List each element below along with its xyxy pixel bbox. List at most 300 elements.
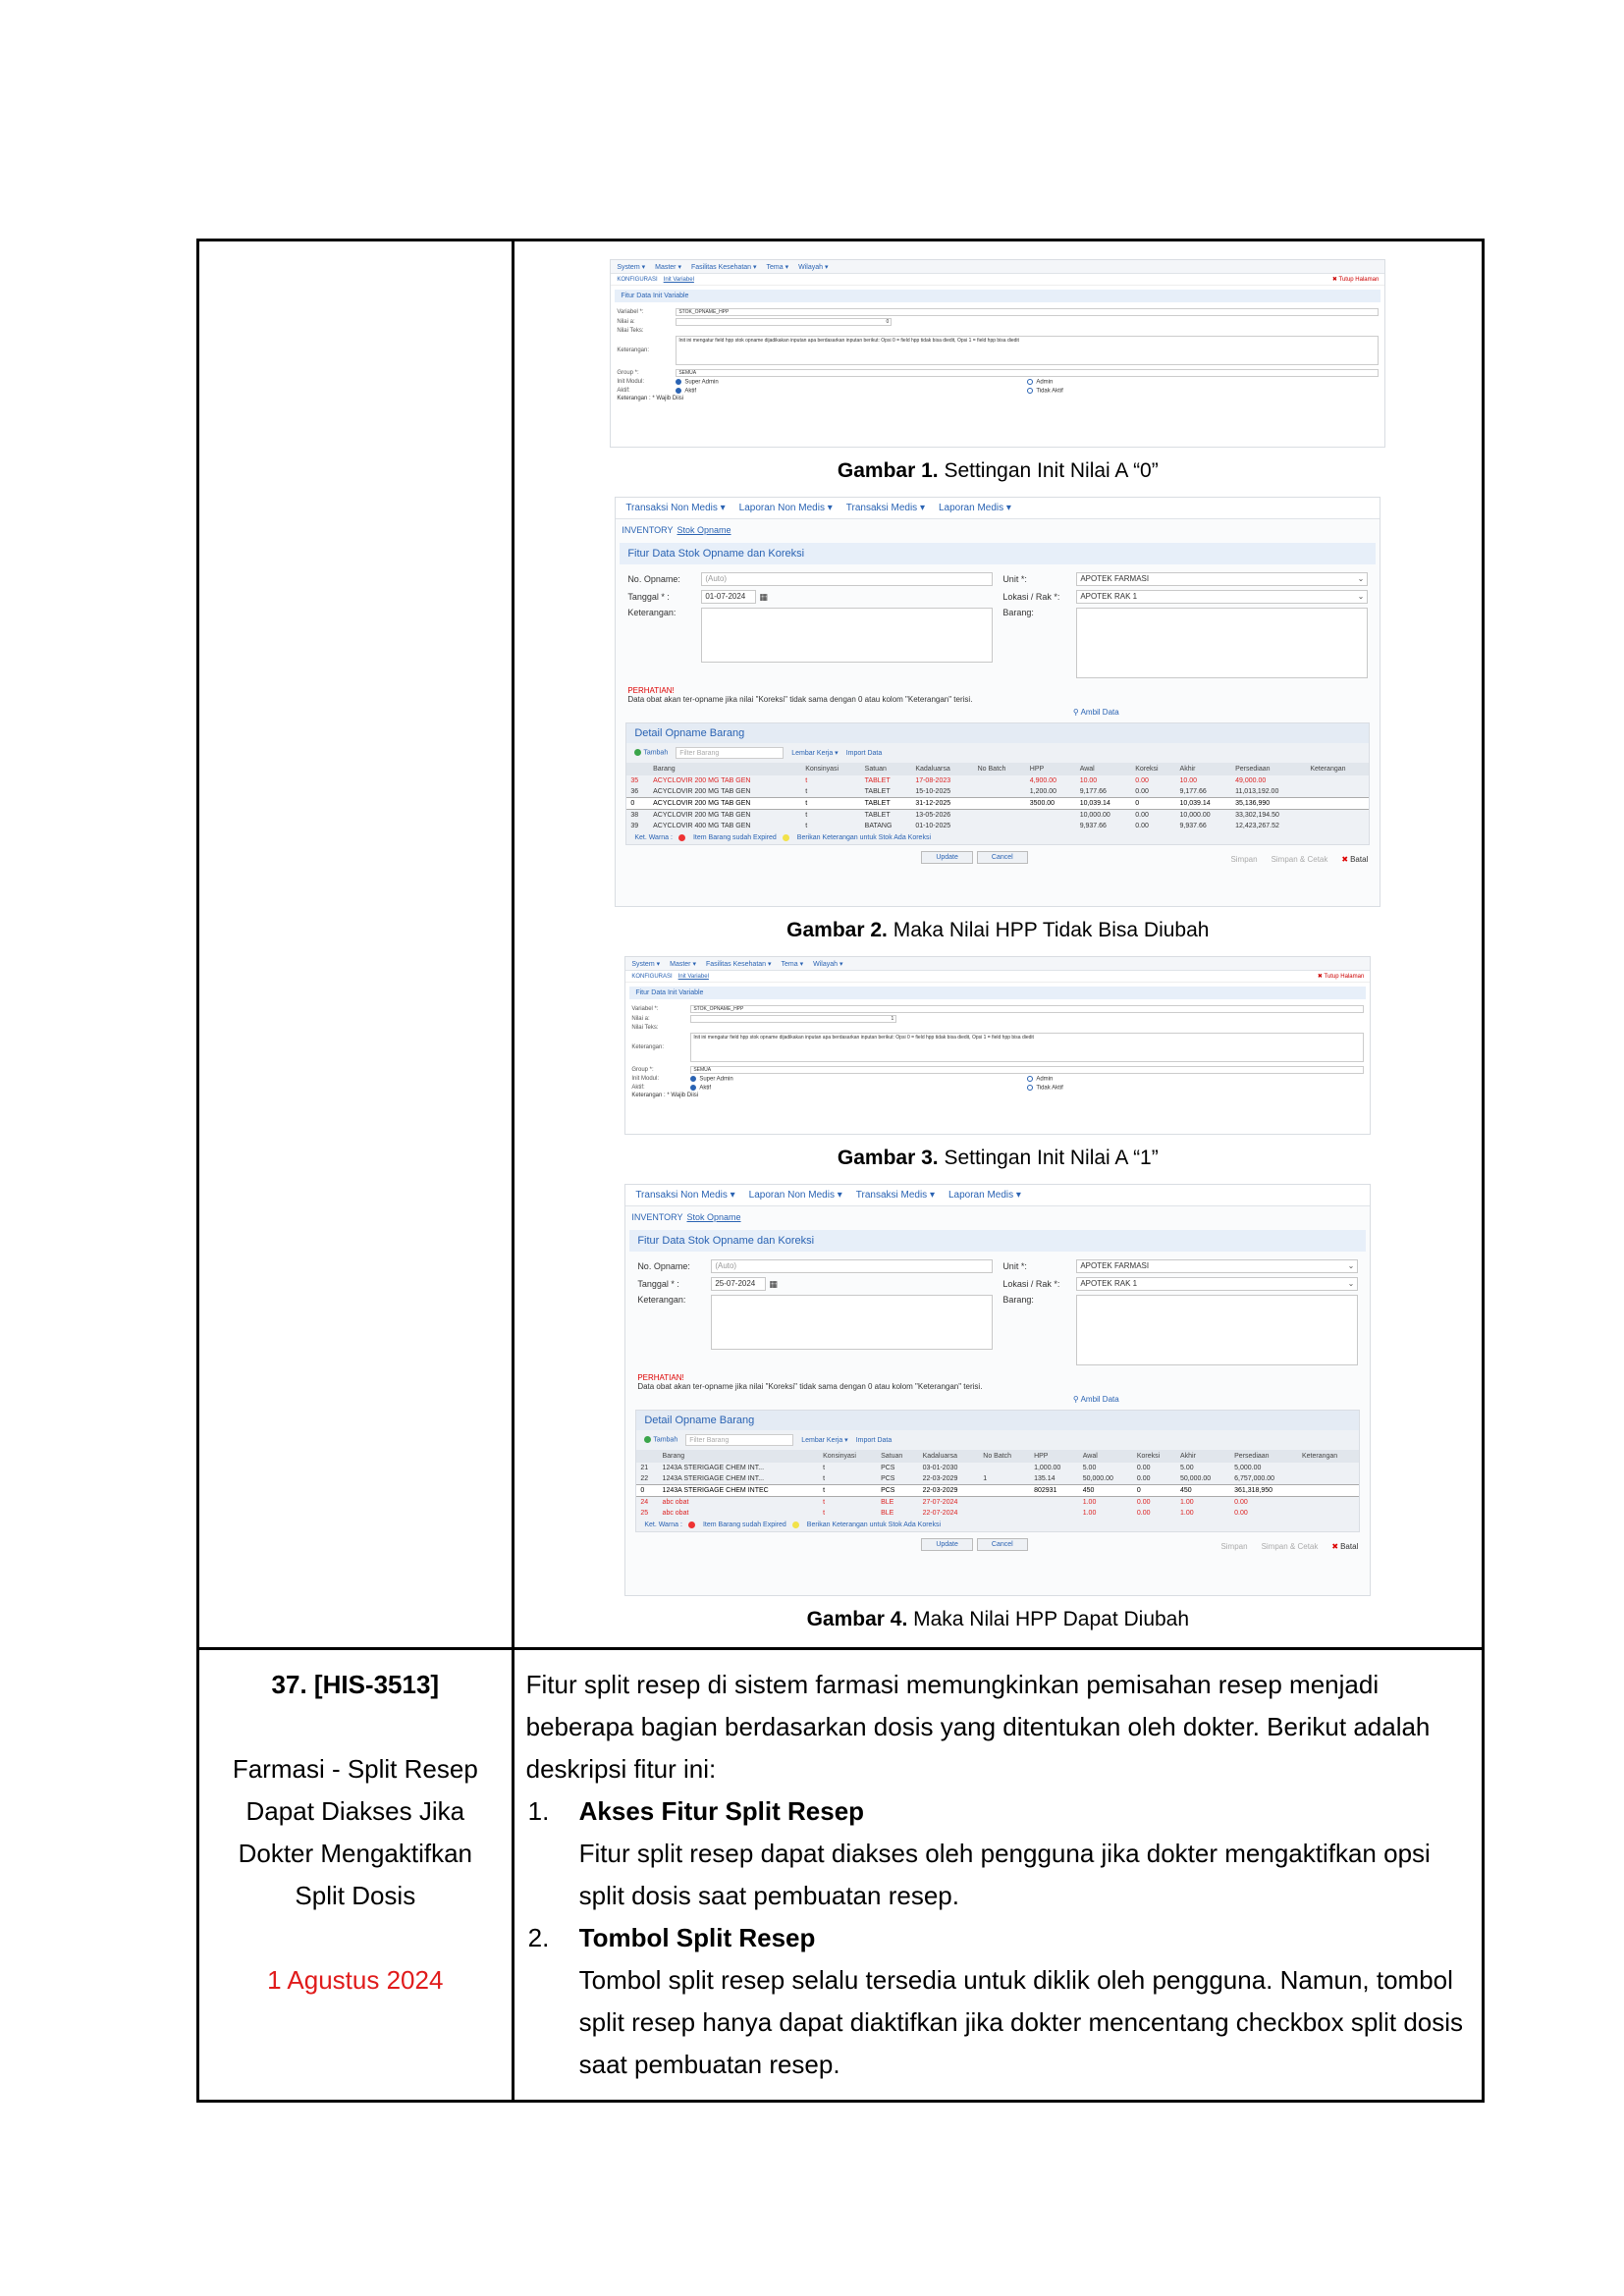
list-number: 1. xyxy=(527,1796,550,1826)
group-select[interactable]: SEMUA xyxy=(676,369,1379,377)
table-cell xyxy=(1298,1508,1359,1519)
field-label: No. Opname: xyxy=(637,1261,690,1271)
radio-group xyxy=(1027,1076,1364,1083)
table-cell[interactable]: 0 xyxy=(636,1485,658,1497)
table-cell: 11,013,192.00 xyxy=(1235,788,1279,795)
calendar-icon[interactable]: ▦ xyxy=(769,1278,778,1289)
list-body: Tombol split resep selalu tersedia untuk diklik oleh pengguna. Namun, tombol split resep hanya dapat diaktifkan jika dokter mencentang checkbox split dosis saat pembuatan resep. xyxy=(578,1965,1464,2079)
caption-text: Maka Nilai HPP Dapat Diubah xyxy=(907,1608,1190,1630)
breadcrumb-root[interactable]: KONFIGURASI xyxy=(617,276,658,283)
menu-bar xyxy=(625,1185,1370,1206)
field-label: Nilai a: xyxy=(631,1016,650,1022)
table-cell: ACYCLOVIR 200 MG TAB GEN xyxy=(653,812,751,819)
simpan-cetak-button[interactable]: Simpan & Cetak xyxy=(1261,1542,1319,1551)
keterangan-textarea[interactable] xyxy=(701,608,993,663)
table-cell: 9,177.66 xyxy=(1079,788,1107,795)
detail-table xyxy=(626,763,1369,831)
table-cell[interactable]: 0 xyxy=(1131,798,1175,810)
radio-icon[interactable] xyxy=(1027,1085,1033,1091)
batal-button[interactable]: ✖ Batal xyxy=(1341,855,1368,864)
radio-label: Tidak Aktif xyxy=(1036,388,1063,395)
no-opname-input[interactable]: (Auto) xyxy=(711,1259,993,1273)
field-label: Nilai Teks: xyxy=(631,1025,659,1031)
breadcrumb-root[interactable]: KONFIGURASI xyxy=(631,973,673,980)
table-cell: 36 xyxy=(630,788,639,795)
required-note: Keterangan : * Wajib Diisi xyxy=(617,396,684,402)
breadcrumb-page[interactable]: Init Variabel xyxy=(677,973,709,980)
table-row[interactable] xyxy=(636,1485,1359,1497)
table-cell: 9,937.66 xyxy=(1079,823,1107,829)
menu-item[interactable]: Laporan Non Medis ▾ xyxy=(738,503,833,513)
field-label: Unit *: xyxy=(1002,1261,1027,1271)
expired-dot-icon xyxy=(678,834,685,841)
update-button[interactable]: Update xyxy=(921,1538,973,1551)
table-cell xyxy=(1026,821,1076,831)
figure-caption xyxy=(838,1147,1159,1170)
nilai-a-input[interactable]: 1 xyxy=(690,1015,896,1023)
lembar-kerja-button[interactable]: Lembar Kerja ▾ xyxy=(801,1437,848,1444)
form-title: Fitur Data Stok Opname dan Koreksi xyxy=(620,543,1376,564)
table-cell: t xyxy=(805,788,808,795)
table-cell[interactable]: 31-12-2025 xyxy=(911,798,973,810)
table-cell: t xyxy=(805,812,808,819)
radio-label: Admin xyxy=(1036,1076,1054,1083)
field-label: Init Modul: xyxy=(617,379,644,386)
legend-keterangan: Berikan Keterangan untuk Stok Ada Koreksi xyxy=(796,834,931,841)
radio-label: Admin xyxy=(1036,379,1054,386)
table-cell: 10.00 xyxy=(1079,777,1098,784)
breadcrumb-page[interactable]: Stok Opname xyxy=(686,1212,741,1222)
table-cell[interactable]: 0 xyxy=(626,798,649,810)
column-header[interactable]: Akhir xyxy=(1176,763,1232,775)
column-header[interactable]: Satuan xyxy=(877,1450,919,1463)
table-row[interactable] xyxy=(626,810,1369,822)
radio-group xyxy=(676,388,1027,395)
table-cell[interactable]: 10,039.14 xyxy=(1176,798,1232,810)
lokasi-select[interactable]: APOTEK RAK 1 ⌄ xyxy=(1076,1277,1358,1291)
variable-input[interactable]: STOK_OPNAME_HPP xyxy=(690,1005,1364,1013)
table-cell[interactable]: t xyxy=(819,1485,877,1497)
barang-list[interactable] xyxy=(1076,608,1368,678)
no-opname-input[interactable]: (Auto) xyxy=(701,572,993,586)
menu-item[interactable]: Transaksi Non Medis ▾ xyxy=(625,503,726,513)
table-cell: 38 xyxy=(630,812,639,819)
menu-item[interactable]: Tema ▾ xyxy=(766,263,789,271)
import-data-button[interactable]: Import Data xyxy=(855,1436,893,1444)
table-cell: 0.00 xyxy=(1136,1510,1151,1517)
breadcrumb-root[interactable]: INVENTORY xyxy=(622,525,674,535)
menu-bar xyxy=(611,260,1384,274)
table-cell xyxy=(974,821,1026,831)
field-label: Keterangan: xyxy=(637,1295,686,1305)
table-row[interactable] xyxy=(626,786,1369,798)
legend-expired: Item Barang sudah Expired xyxy=(692,834,777,841)
cancel-button[interactable]: Cancel xyxy=(977,1538,1028,1551)
table-cell[interactable]: 0 xyxy=(1133,1485,1176,1497)
table-cell: ACYCLOVIR 200 MG TAB GEN xyxy=(653,788,751,795)
detail-table xyxy=(636,1450,1359,1519)
ticket-date: 1 Agustus 2024 xyxy=(267,1965,444,1995)
plus-icon xyxy=(634,749,641,756)
detail-title: Detail Opname Barang xyxy=(626,723,1369,743)
list-heading: Tombol Split Resep xyxy=(578,1923,816,1952)
row-edit-buttons xyxy=(921,851,1027,864)
required-note: Keterangan : * Wajib Diisi xyxy=(631,1093,699,1099)
unit-select[interactable]: APOTEK FARMASI ⌄ xyxy=(1076,1259,1358,1273)
table-cell[interactable]: 450 xyxy=(1176,1485,1230,1497)
table-cell xyxy=(1030,1508,1079,1519)
field-label: Nilai a: xyxy=(617,319,635,325)
breadcrumb-root[interactable]: INVENTORY xyxy=(631,1212,683,1222)
table-cell[interactable]: 802931 xyxy=(1030,1485,1079,1497)
table-cell: 1,200.00 xyxy=(1029,788,1057,795)
color-legend xyxy=(636,1519,1359,1531)
keterangan-textarea[interactable] xyxy=(711,1295,993,1350)
simpan-cetak-button[interactable]: Simpan & Cetak xyxy=(1271,855,1328,864)
table-cell[interactable]: 22-03-2029 xyxy=(919,1485,980,1497)
table-cell: 21 xyxy=(640,1465,649,1471)
list-heading: Akses Fitur Split Resep xyxy=(578,1796,865,1826)
table-cell: 10,000.00 xyxy=(1079,812,1110,819)
keterangan-dot-icon xyxy=(792,1522,799,1528)
caption-text: Settingan Init Nilai A “1” xyxy=(938,1147,1159,1169)
radio-label: Super Admin xyxy=(684,379,719,386)
radio-icon[interactable] xyxy=(690,1076,696,1082)
field-label: Group *: xyxy=(617,370,639,376)
simpan-button[interactable]: Simpan xyxy=(1230,855,1258,864)
table-cell: PCS xyxy=(881,1475,895,1482)
keterangan-textarea[interactable]: Init ini mengatur field hpp stok opname dijadikakan inputan apa berdasarkan inputan berikut: Opsi 0 = field hpp tidak bisa diedit, Opsi 1 = field hpp bisa diedit xyxy=(676,336,1379,365)
table-cell xyxy=(1306,810,1369,822)
feature-list xyxy=(527,1790,1468,2086)
ambil-label: Ambil Data xyxy=(1080,1395,1119,1404)
column-header[interactable]: Satuan xyxy=(861,763,912,775)
table-cell[interactable]: t xyxy=(801,798,860,810)
table-cell: 0.00 xyxy=(1136,1499,1151,1506)
menu-item[interactable]: System ▾ xyxy=(631,960,661,968)
figure-caption xyxy=(838,459,1159,483)
filter-input[interactable]: Filter Barang xyxy=(685,1434,793,1446)
legend-label: Ket. Warna : xyxy=(634,834,673,841)
update-button[interactable]: Update xyxy=(921,851,973,864)
nilai-a-input[interactable]: 0 xyxy=(676,318,892,326)
table-cell: 1.00 xyxy=(1082,1510,1097,1517)
column-header[interactable]: HPP xyxy=(1026,763,1076,775)
column-header[interactable]: Akhir xyxy=(1176,1450,1230,1463)
lembar-kerja-button[interactable]: Lembar Kerja ▾ xyxy=(791,750,839,757)
list-number: 2. xyxy=(527,1923,550,1952)
column-header[interactable]: Keterangan xyxy=(1298,1450,1359,1463)
table-cell: ACYCLOVIR 400 MG TAB GEN xyxy=(653,823,751,829)
keterangan-textarea[interactable]: Init ini mengatur field hpp stok opname dijadikakan inputan apa berdasarkan inputan berikut: Opsi 0 = field hpp tidak bisa diedit, Opsi 1 = field hpp bisa diedit xyxy=(690,1033,1364,1062)
filter-input[interactable]: Filter Barang xyxy=(676,747,784,759)
field-label: Lokasi / Rak *: xyxy=(1002,592,1060,602)
tambah-label: Tambah xyxy=(653,1436,678,1444)
radio-icon[interactable] xyxy=(1027,1076,1033,1082)
table-cell: 1.00 xyxy=(1180,1499,1194,1506)
table-cell xyxy=(974,775,1026,786)
radio-label: Super Admin xyxy=(699,1076,733,1083)
cancel-button[interactable]: Cancel xyxy=(977,851,1028,864)
field-label: Barang: xyxy=(1002,608,1034,617)
caption-label: Gambar 1. xyxy=(837,459,939,482)
warning-title: PERHATIAN! xyxy=(627,686,675,695)
table-cell xyxy=(1030,1497,1079,1509)
column-header xyxy=(636,1450,658,1463)
caption-text: Settingan Init Nilai A “0” xyxy=(938,459,1159,482)
import-data-button[interactable]: Import Data xyxy=(845,749,883,757)
search-icon: ⚲ xyxy=(1072,1395,1081,1404)
menu-item[interactable]: Master ▾ xyxy=(655,263,681,271)
tambah-button[interactable] xyxy=(634,749,668,756)
menu-item[interactable]: Laporan Non Medis ▾ xyxy=(748,1190,842,1201)
column-header[interactable]: Konsinyasi xyxy=(819,1450,877,1463)
keterangan-dot-icon xyxy=(783,834,789,841)
table-cell: 13-05-2026 xyxy=(915,812,951,819)
table-cell: 01-10-2025 xyxy=(915,823,951,829)
column-header[interactable]: Koreksi xyxy=(1131,763,1175,775)
table-row[interactable] xyxy=(626,821,1369,831)
calendar-icon[interactable]: ▦ xyxy=(759,591,768,602)
tanggal-input[interactable]: 01-07-2024 xyxy=(701,590,756,604)
column-header[interactable]: Awal xyxy=(1079,1450,1133,1463)
table-cell: 9,177.66 xyxy=(1179,788,1207,795)
close-page-button[interactable]: ✖ Tutup Halaman xyxy=(1317,974,1365,980)
table-cell[interactable]: 361,318,950 xyxy=(1230,1485,1298,1497)
expired-dot-icon xyxy=(688,1522,695,1528)
table-cell: 0.00 xyxy=(1135,812,1149,819)
column-header[interactable]: Keterangan xyxy=(1306,763,1369,775)
column-header[interactable]: HPP xyxy=(1030,1450,1079,1463)
table-cell[interactable] xyxy=(1298,1485,1359,1497)
breadcrumb-page[interactable]: Stok Opname xyxy=(677,525,731,535)
breadcrumb xyxy=(625,1206,1370,1228)
radio-label: Tidak Aktif xyxy=(1036,1085,1063,1092)
menu-item[interactable]: Laporan Medis ▾ xyxy=(938,503,1011,513)
table-cell xyxy=(1298,1463,1359,1473)
menu-item[interactable]: Transaksi Medis ▾ xyxy=(845,503,925,513)
table-cell: 24 xyxy=(640,1499,649,1506)
table-cell xyxy=(1026,810,1076,822)
field-label: Tanggal * : xyxy=(637,1279,679,1289)
table-cell: 0.00 xyxy=(1234,1510,1248,1517)
table-cell: t xyxy=(823,1510,826,1517)
field-label: Variabel *: xyxy=(631,1006,659,1012)
unit-select[interactable]: APOTEK FARMASI ⌄ xyxy=(1076,572,1368,586)
column-header[interactable]: Kadaluarsa xyxy=(919,1450,980,1463)
table-cell: abc obat xyxy=(662,1499,689,1506)
form-title: Fitur Data Stok Opname dan Koreksi xyxy=(629,1230,1366,1252)
column-header[interactable]: Persediaan xyxy=(1231,763,1306,775)
column-header[interactable]: Awal xyxy=(1076,763,1132,775)
menu-item[interactable]: Laporan Medis ▾ xyxy=(947,1190,1021,1201)
table-cell[interactable]: ACYCLOVIR 200 MG TAB GEN xyxy=(649,798,801,810)
table-cell: 10.00 xyxy=(1179,777,1198,784)
table-row[interactable] xyxy=(636,1508,1359,1519)
color-legend xyxy=(626,831,1369,844)
menu-item[interactable]: Transaksi Non Medis ▾ xyxy=(635,1190,735,1201)
close-page-button[interactable]: ✖ Tutup Halaman xyxy=(1331,277,1380,283)
field-label: No. Opname: xyxy=(627,574,680,584)
table-row[interactable] xyxy=(626,798,1369,810)
table-cell: BLE xyxy=(881,1510,894,1517)
table-cell: BLE xyxy=(881,1499,894,1506)
field-label: Init Modul: xyxy=(631,1076,659,1083)
ticket-cell xyxy=(198,1649,514,2102)
field-label: Keterangan: xyxy=(631,1044,665,1050)
ambil-data-button[interactable] xyxy=(812,708,1380,717)
caption-label: Gambar 4. xyxy=(806,1608,908,1630)
table-cell xyxy=(1306,786,1369,798)
table-row[interactable] xyxy=(636,1497,1359,1509)
table-cell: 0.00 xyxy=(1135,788,1149,795)
ticket-title-line: Dapat Diakses Jika xyxy=(245,1796,465,1826)
radio-label: Aktif xyxy=(684,388,696,395)
menu-item[interactable]: Master ▾ xyxy=(670,960,696,968)
table-cell xyxy=(1298,1473,1359,1485)
panel-title: Fitur Data Init Variable xyxy=(629,987,1366,999)
table-cell[interactable]: 1243A STERIGAGE CHEM INTEC xyxy=(659,1485,820,1497)
table-cell: t xyxy=(823,1475,826,1482)
detail-toolbar xyxy=(636,1430,1359,1450)
column-header[interactable]: No Batch xyxy=(974,763,1026,775)
stok-opname-screenshot-4 xyxy=(624,1184,1371,1596)
column-header[interactable]: No Batch xyxy=(979,1450,1030,1463)
tambah-button[interactable] xyxy=(644,1436,677,1443)
radio-icon[interactable] xyxy=(1027,379,1033,385)
table-cell[interactable]: TABLET xyxy=(861,798,912,810)
radio-icon[interactable] xyxy=(690,1085,696,1091)
breadcrumb xyxy=(616,519,1380,541)
table-cell xyxy=(974,786,1026,798)
table-cell[interactable] xyxy=(1306,798,1369,810)
table-cell: 0.00 xyxy=(1136,1475,1151,1482)
table-cell[interactable]: 35,136,990 xyxy=(1231,798,1306,810)
menu-item[interactable]: Tema ▾ xyxy=(781,960,804,968)
field-label: Aktif: xyxy=(631,1084,645,1091)
simpan-button[interactable]: Simpan xyxy=(1220,1542,1248,1551)
barang-list[interactable] xyxy=(1076,1295,1358,1365)
menu-item[interactable]: System ▾ xyxy=(617,263,646,271)
field-label: Tanggal * : xyxy=(627,592,670,602)
column-header[interactable]: Koreksi xyxy=(1133,1450,1176,1463)
table-cell: BATANG xyxy=(864,823,893,829)
field-label: Variabel *: xyxy=(617,309,644,315)
table-row[interactable] xyxy=(636,1473,1359,1485)
table-cell: 1 xyxy=(983,1475,988,1482)
table-cell: 9,937.66 xyxy=(1179,823,1207,829)
menu-item[interactable]: Transaksi Medis ▾ xyxy=(855,1190,935,1201)
radio-icon[interactable] xyxy=(676,388,681,394)
table-cell: t xyxy=(823,1465,826,1471)
table-row[interactable] xyxy=(626,775,1369,786)
table-cell[interactable]: PCS xyxy=(877,1485,919,1497)
table-cell: 0.00 xyxy=(1234,1499,1248,1506)
table-cell: abc obat xyxy=(662,1510,689,1517)
field-label: Group *: xyxy=(631,1067,654,1073)
table-cell[interactable]: 10,039.14 xyxy=(1076,798,1132,810)
ambil-data-button[interactable] xyxy=(822,1395,1370,1404)
caption-label: Gambar 3. xyxy=(837,1147,939,1169)
radio-icon[interactable] xyxy=(676,379,681,385)
breadcrumb xyxy=(611,274,1384,286)
warning-title: PERHATIAN! xyxy=(637,1373,684,1382)
table-cell: 27-07-2024 xyxy=(922,1499,958,1506)
radio-group xyxy=(676,379,1027,386)
warning-text: Data obat akan ter-opname jika nilai "Koreksi" tidak sama dengan 0 atau kolom "Keterangan" terisi. xyxy=(627,695,973,704)
tanggal-input[interactable]: 25-07-2024 xyxy=(711,1277,766,1291)
caption-text: Maka Nilai HPP Tidak Bisa Diubah xyxy=(887,919,1210,941)
group-select[interactable]: SEMUA xyxy=(690,1066,1364,1074)
table-cell xyxy=(1298,1497,1359,1509)
empty-left-cell xyxy=(198,240,514,1649)
menu-item[interactable]: Fasilitas Kesehatan ▾ xyxy=(705,960,772,968)
lokasi-select[interactable]: APOTEK RAK 1 ⌄ xyxy=(1076,590,1368,604)
table-row[interactable] xyxy=(636,1463,1359,1473)
radio-icon[interactable] xyxy=(1027,388,1033,394)
menu-item[interactable]: Fasilitas Kesehatan ▾ xyxy=(690,263,757,271)
radio-group xyxy=(1027,388,1379,395)
detail-toolbar xyxy=(626,743,1369,763)
column-header[interactable]: Konsinyasi xyxy=(801,763,860,775)
ticket-title-line: Farmasi - Split Resep xyxy=(232,1754,478,1784)
table-cell: 33,302,194.50 xyxy=(1235,812,1279,819)
table-cell: 135.14 xyxy=(1034,1475,1056,1482)
stok-opname-screenshot-2 xyxy=(615,497,1380,907)
list-body: Fitur split resep dapat diakses oleh pengguna jika dokter mengaktifkan opsi split dosis saat pembuatan resep. xyxy=(578,1839,1431,1910)
table-cell[interactable]: 450 xyxy=(1079,1485,1133,1497)
menu-item[interactable]: Wilayah ▾ xyxy=(798,263,829,271)
breadcrumb-page[interactable]: Init Variabel xyxy=(663,276,694,283)
table-cell[interactable] xyxy=(974,798,1026,810)
menu-item[interactable]: Wilayah ▾ xyxy=(813,960,843,968)
table-cell[interactable]: 3500.00 xyxy=(1026,798,1076,810)
table-cell: 49,000.00 xyxy=(1235,777,1267,784)
table-cell: 1243A STERIGAGE CHEM INT... xyxy=(662,1465,765,1471)
radio-label: Aktif xyxy=(699,1085,711,1092)
radio-group xyxy=(1027,379,1379,386)
table-cell: 10,000.00 xyxy=(1179,812,1211,819)
table-cell: 22-03-2029 xyxy=(922,1475,958,1482)
batal-button[interactable]: ✖ Batal xyxy=(1331,1542,1358,1551)
table-cell xyxy=(1306,821,1369,831)
ticket-title-line: Split Dosis xyxy=(295,1881,416,1910)
variable-input[interactable]: STOK_OPNAME_HPP xyxy=(676,308,1379,316)
column-header[interactable]: Persediaan xyxy=(1230,1450,1298,1463)
table-cell: 22 xyxy=(640,1475,649,1482)
field-label: Lokasi / Rak *: xyxy=(1002,1279,1060,1289)
legend-label: Ket. Warna : xyxy=(644,1522,682,1528)
column-header[interactable]: Barang xyxy=(649,763,801,775)
panel-title: Fitur Data Init Variable xyxy=(615,290,1380,302)
figure-caption xyxy=(786,919,1209,942)
ticket-title-line: Dokter Mengaktifkan xyxy=(238,1839,473,1868)
tambah-label: Tambah xyxy=(643,749,669,757)
figure-caption xyxy=(807,1608,1189,1631)
table-cell: 1.00 xyxy=(1180,1510,1194,1517)
table-cell[interactable] xyxy=(979,1485,1030,1497)
table-cell: t xyxy=(823,1499,826,1506)
field-label: Nilai Teks: xyxy=(617,328,644,334)
column-header[interactable]: Barang xyxy=(659,1450,820,1463)
list-item xyxy=(527,1917,1468,2086)
table-cell: 1243A STERIGAGE CHEM INT... xyxy=(662,1475,765,1482)
column-header xyxy=(626,763,649,775)
table-cell: TABLET xyxy=(864,812,891,819)
breadcrumb xyxy=(625,971,1370,983)
column-header[interactable]: Kadaluarsa xyxy=(911,763,973,775)
row-edit-buttons xyxy=(921,1538,1027,1551)
